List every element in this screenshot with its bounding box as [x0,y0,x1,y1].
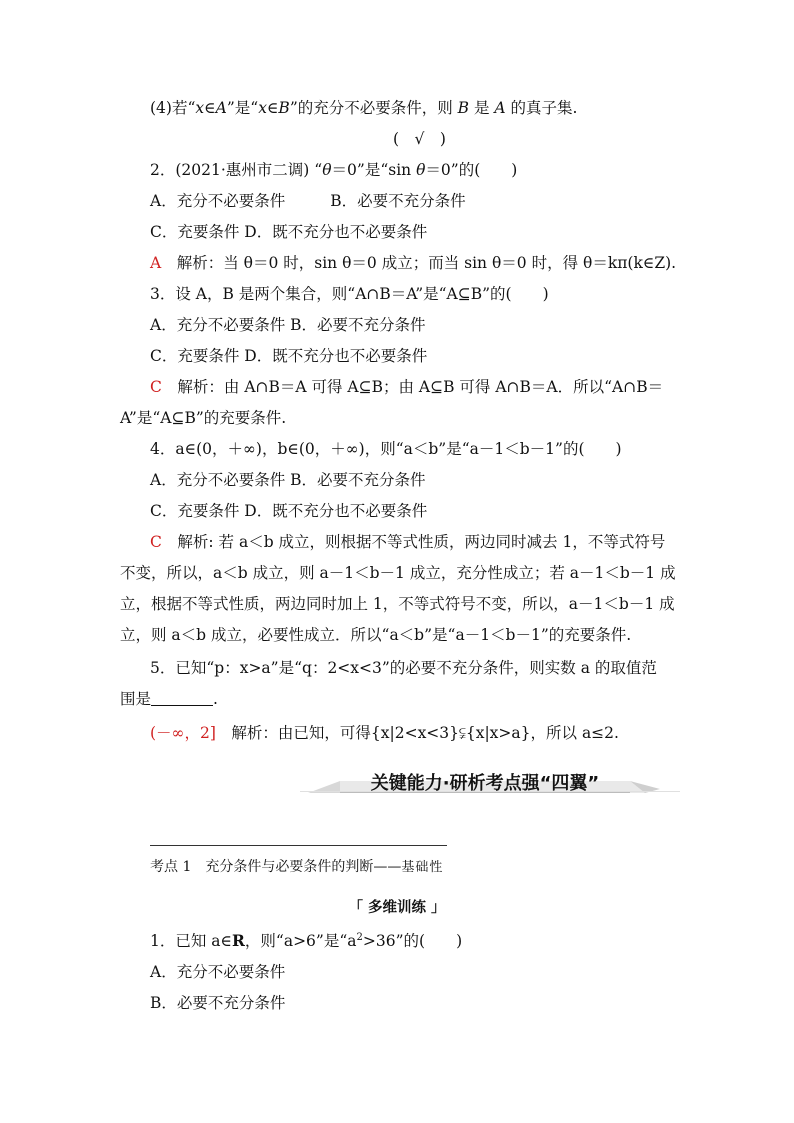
question-4-answer-line-1 [150,531,665,553]
question-2-answer [150,252,676,274]
answer-blank [151,689,213,706]
text: 1．已知 a∈ [150,932,233,950]
var: A [215,99,227,117]
practice-1-stem [150,930,462,952]
var: B [457,99,470,117]
answer-letter: C [150,378,162,396]
text: (4)若“ [150,99,196,117]
var: x [195,99,205,117]
text: 的真子集. [505,99,578,117]
text: 2．(2021·惠州市二调) “ [150,161,323,179]
text: ＝0”的( ) [425,161,518,179]
item-4-statement [150,97,577,119]
exponent: 2 [356,932,363,943]
question-3-options-cd: C．充要条件 D．既不充分也不必要条件 [150,347,428,365]
question-4-options-cd: C．充要条件 D．既不充分也不必要条件 [150,502,428,520]
text: ∈ [266,99,279,117]
answer-explanation: 解析：由已知，可得{x|2<x<3} [231,724,460,742]
var: θ [322,161,332,179]
topic-label: 考点 1 充分条件与必要条件的判断—— [150,859,402,875]
question-3-options-ab: A．充分不必要条件 B．必要不充分条件 [150,316,426,334]
question-5-stem-line-1: 5．已知“p：x>a”是“q：2<x<3”的必要不充分条件，则实数 a 的取值范 [150,659,657,677]
question-4-answer-line-3: 立，根据不等式性质，两边同时加上 1，不等式符号不变，所以，a－1＜b－1 成 [120,595,675,613]
question-3-stem: 3．设 A，B 是两个集合，则“A∩B＝A”是“A⊆B”的( ) [150,285,549,303]
answer-range: (－∞，2] [150,724,216,742]
var: θ [416,161,426,179]
question-3-answer-line-2: A”是“A⊆B”的充要条件. [120,409,287,427]
answer-explanation: {x|x>a}，所以 a≤2. [465,724,619,742]
text: ”的充分不必要条件，则 [289,99,458,117]
var: x [258,99,267,117]
question-5-answer [150,722,619,744]
text: ＝0”是“sin [331,161,417,179]
answer-explanation: 解析：由 A∩B＝A 可得 A⊆B；由 A⊆B 可得 A∩B＝A．所以“A∩B＝ [177,378,664,396]
question-5-stem-line-2 [120,688,218,710]
question-2-options-cd: C．充要条件 D．既不充分也不必要条件 [150,223,428,241]
text: 围是 [120,690,152,708]
question-4-answer-line-4: 立，则 a＜b 成立，必要性成立．所以“a＜b”是“a－1＜b－1”的充要条件. [120,626,632,644]
text: . [213,690,218,708]
var: A [494,99,506,117]
practice-1-option-b: B．必要不充分条件 [150,994,286,1012]
answer-explanation: 解析: 若 a＜b 成立，则根据不等式性质，两边同时减去 1，不等式符号 [177,533,666,551]
topic-heading [150,857,443,878]
question-4-options-ab: A．充分不必要条件 B．必要不充分条件 [150,471,426,489]
answer-explanation: 解析：当 θ＝0 时，sin θ＝0 成立；而当 sin θ＝0 时，得 θ＝kπ(k∈Z). [176,254,677,272]
proper-subset-symbol: ⫋ [459,724,466,742]
answer-letter: C [150,533,162,551]
real-set: R [232,931,245,950]
section-banner-title: 关键能力·研析考点强“四翼” [370,773,600,794]
section-banner [300,763,680,807]
item-4-answer: ( √ ) [393,130,446,148]
subheading: 「 多维训练 」 [348,900,446,916]
option-b: B．必要不充分条件 [330,192,466,210]
text: ，则“a>6”是“a [244,932,357,950]
question-4-answer-line-2: 不变，所以，a＜b 成立，则 a－1＜b－1 成立，充分性成立；若 a－1＜b－1 成 [120,564,676,582]
question-2-options-ab [150,190,466,212]
answer-letter: A [150,254,162,272]
question-4-stem: 4．a∈(0，＋∞)，b∈(0，＋∞)，则“a＜b”是“a－1＜b－1”的( ) [150,440,622,458]
practice-1-option-a: A．充分不必要条件 [150,963,286,981]
text: ∈ [204,99,216,117]
divider [150,845,447,846]
text: ”是“ [226,99,259,117]
question-2-stem [150,159,517,181]
text: 是 [469,99,495,117]
text: >36”的( ) [362,932,463,950]
option-a: A．充分不必要条件 [150,192,286,210]
question-3-answer-line-1 [150,376,663,398]
var: B [278,99,290,117]
topic-tag: 基础性 [401,860,444,875]
